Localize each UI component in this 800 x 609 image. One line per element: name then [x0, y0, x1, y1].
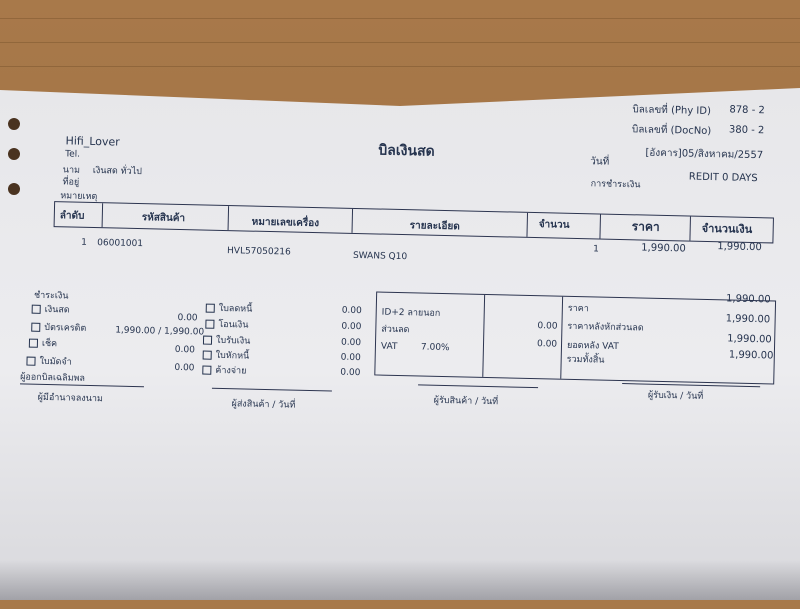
payment-receipt-value: 0.00 — [340, 337, 362, 349]
payment-cash-label: เงินสด — [44, 304, 70, 316]
name-label: นาม — [62, 165, 81, 176]
payment-credit-note — [206, 301, 253, 316]
checkbox-icon — [26, 357, 35, 366]
summary-total-label: รวมทั้งสิ้น — [566, 354, 605, 366]
payment-debt — [203, 348, 250, 363]
signature-line — [418, 384, 538, 388]
page-title: บิลเงินสด — [378, 142, 435, 160]
name-value: เงินสด ทั่วไป — [92, 165, 143, 178]
summary-price-value: 1,990.00 — [725, 293, 771, 306]
tel-label: Tel. — [65, 149, 81, 160]
signature-issuer: ผู้มีอำนาจลงนาม — [37, 392, 103, 405]
payment-cash-value: 0.00 — [177, 312, 198, 324]
col-header-amount: จำนวนเงิน — [701, 221, 753, 236]
payment-outstanding-value: 0.00 — [340, 367, 361, 379]
col-header-serial: หมายเลขเครื่อง — [251, 216, 320, 230]
payment-cash — [32, 302, 70, 317]
payment-cheque-value: 0.00 — [174, 344, 195, 356]
payment-transfer — [205, 317, 248, 332]
payment-heading: ชำระเงิน — [33, 290, 69, 302]
payment-receipt — [203, 333, 251, 348]
payment-deposit — [26, 354, 72, 369]
signature-receiver: ผู้รับสินค้า / วันที่ — [433, 395, 499, 408]
payment-credit-label: บัตรเครดิต — [44, 322, 87, 334]
docno-label: บิลเลขที่ (DocNo) — [631, 124, 712, 138]
summary-after-discount-label: ราคาหลังหักส่วนลด — [567, 321, 644, 334]
payment-cheque — [29, 336, 58, 351]
payment-transfer-label: โอนเงิน — [218, 319, 249, 331]
payment-debt-value: 0.00 — [340, 352, 361, 364]
summary-total-value: 1,990.00 — [728, 349, 774, 362]
vat-label: VAT — [380, 341, 398, 352]
photo-shadow — [0, 560, 800, 600]
vat-value: 0.00 — [536, 339, 558, 350]
address-label: ที่อยู่ — [62, 177, 80, 188]
col-header-price: ราคา — [631, 219, 660, 234]
checkbox-icon — [203, 351, 212, 360]
vat-rate: 7.00% — [420, 342, 450, 354]
summary-price-label: ราคา — [567, 303, 589, 315]
row-no: 1 — [81, 237, 88, 248]
date-value: [อังคาร]05/สิงหาคม/2557 — [645, 147, 764, 162]
signature-sender: ผู้ส่งสินค้า / วันที่ — [231, 399, 296, 411]
note-label: หมายเหตุ — [60, 191, 98, 203]
payment-term: REDIT 0 DAYS — [688, 171, 758, 185]
payment-receipt-label: ใบรับเงิน — [215, 335, 251, 347]
docno-value: 380 - 2 — [728, 124, 765, 137]
summary-after-vat-value: 1,990.00 — [727, 333, 772, 346]
col-header-qty: จำนวน — [538, 219, 570, 231]
payment-deposit-value: 0.00 — [174, 362, 195, 374]
row-serial: HVL57050216 — [226, 246, 291, 258]
summary-after-vat-label: ยอดหลัง VAT — [566, 340, 619, 352]
issuer-name: ผู้ออกบิลเฉลิมพล — [20, 372, 86, 384]
phy-id-label: บิลเลขที่ (Phy ID) — [632, 104, 712, 118]
payment-transfer-value: 0.00 — [341, 321, 362, 333]
date-label: วันที่ — [590, 156, 610, 168]
checkbox-icon — [203, 336, 212, 345]
row-price: 1,990.00 — [641, 242, 686, 255]
row-desc: SWANS Q10 — [352, 250, 408, 263]
signature-line — [212, 388, 332, 392]
row-amount: 1,990.00 — [717, 241, 762, 254]
col-header-code: รหัสสินค้า — [141, 212, 186, 225]
summary-note: ID+2 ลายนอก — [381, 307, 441, 319]
payment-debt-label: ใบหักหนี้ — [215, 350, 250, 362]
signature-line — [20, 383, 144, 387]
payment-cheque-label: เช็ค — [41, 338, 58, 350]
checkbox-icon — [31, 323, 40, 332]
payment-credit-note-value: 0.00 — [341, 305, 362, 317]
row-qty: 1 — [593, 244, 600, 255]
summary-after-discount-value: 1,990.00 — [725, 313, 771, 326]
checkbox-icon — [206, 304, 215, 313]
checkbox-icon — [29, 339, 38, 348]
checkbox-icon — [32, 305, 41, 314]
payment-credit — [31, 320, 86, 335]
phy-id-value: 878 - 2 — [729, 104, 765, 117]
checkbox-icon — [202, 366, 211, 375]
row-code: 06001001 — [97, 238, 144, 250]
signature-payer: ผู้รับเงิน / วันที่ — [647, 390, 704, 402]
payment-credit-value: 1,990.00 / 1,990.00 — [115, 325, 205, 338]
payment-credit-note-label: ใบลดหนี้ — [218, 303, 253, 315]
col-header-no: ลำดับ — [59, 210, 85, 222]
company-name: Hifi_Lover — [65, 134, 120, 149]
payment-label: การชำระเงิน — [590, 179, 641, 191]
payment-outstanding — [202, 363, 246, 378]
discount-value: 0.00 — [537, 321, 558, 332]
col-header-desc: รายละเอียด — [409, 220, 460, 233]
discount-label: ส่วนลด — [381, 324, 410, 336]
payment-outstanding-label: ค้างจ่าย — [215, 365, 247, 377]
checkbox-icon — [205, 320, 214, 329]
payment-deposit-label: ใบมัดจำ — [39, 356, 72, 368]
